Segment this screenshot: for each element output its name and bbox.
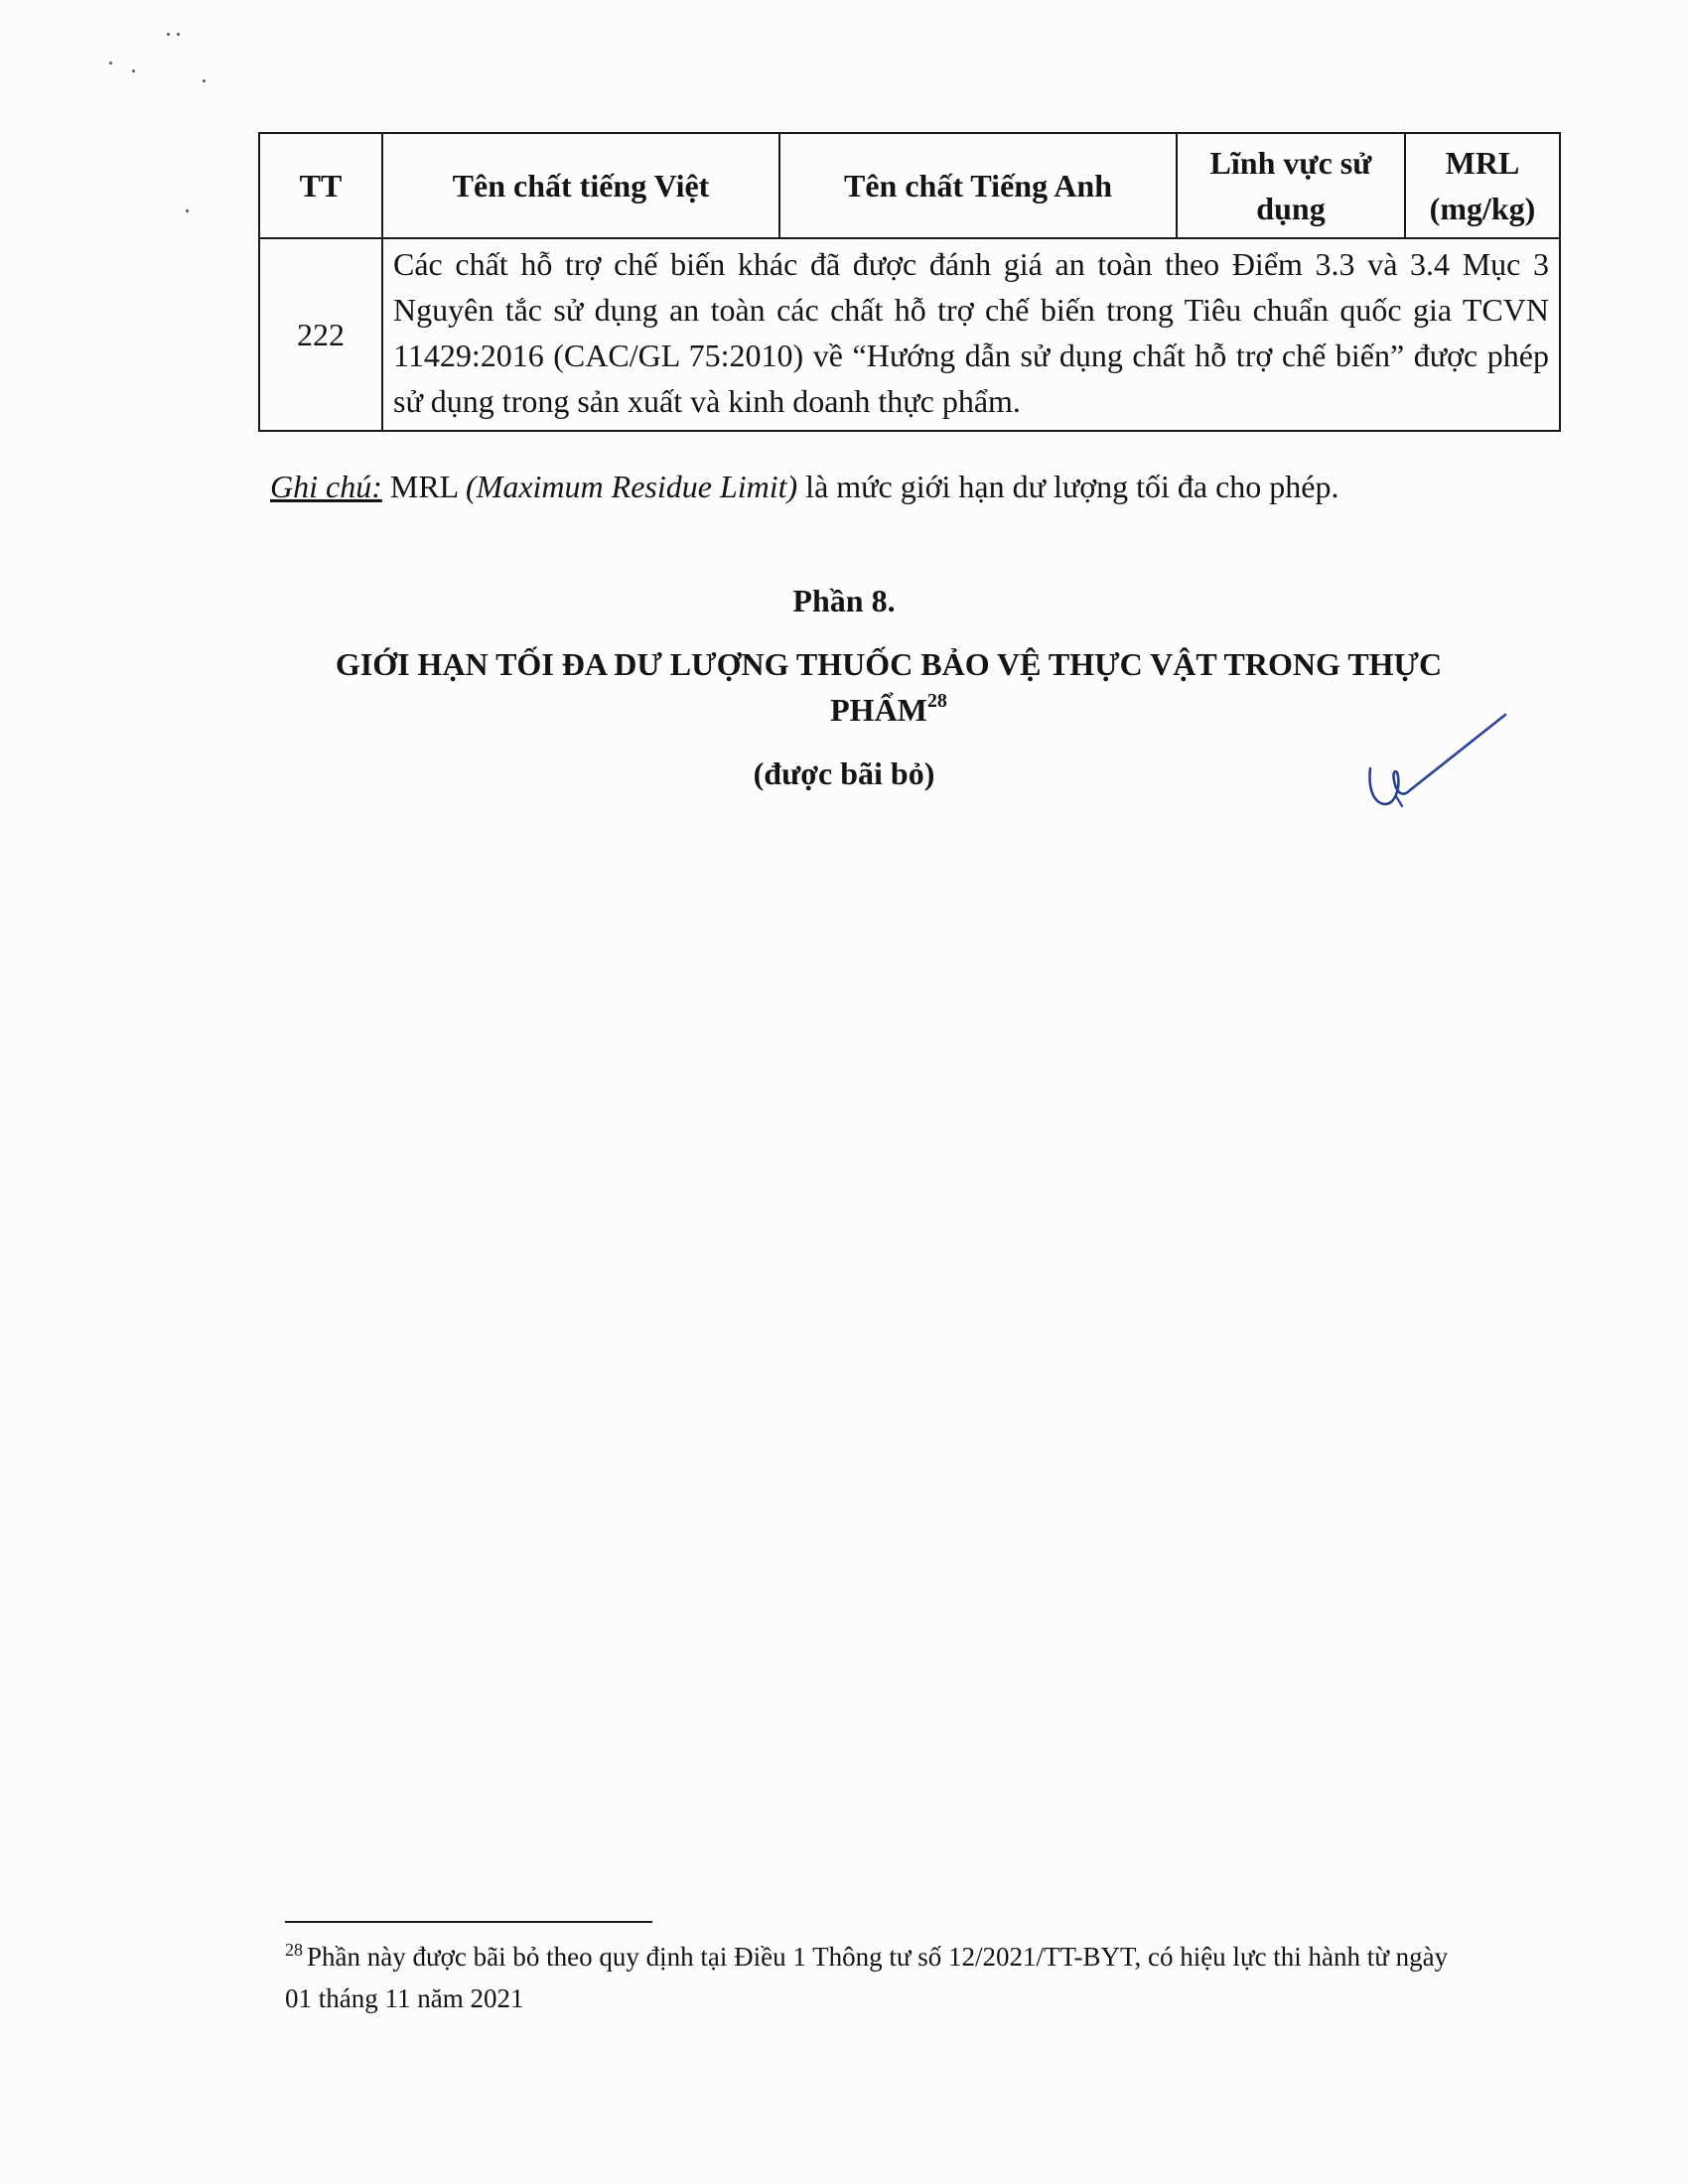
table-note xyxy=(270,465,1571,508)
header-name-vi: Tên chất tiếng Việt xyxy=(382,133,779,238)
scan-speck xyxy=(186,209,189,212)
footnote-number: 28 xyxy=(285,1940,303,1960)
section-heading-text: GIỚI HẠN TỐI ĐA DƯ LƯỢNG THUỐC BẢO VỆ THỰC VẬT TRONG THỰC PHẨM xyxy=(335,646,1443,728)
scan-speck xyxy=(109,62,112,65)
row-tt: 222 xyxy=(259,238,382,431)
header-name-en: Tên chất Tiếng Anh xyxy=(779,133,1177,238)
scan-speck xyxy=(167,33,170,36)
part-number: Phần 8. xyxy=(792,583,896,618)
header-field-of-use: Lĩnh vực sử dụng xyxy=(1177,133,1405,238)
footnote-text: Phần này được bãi bỏ theo quy định tại Điều 1 Thông tư số 12/2021/TT-BYT, có hiệu lực thi hành từ ngày 01 tháng 11 năm 2021 xyxy=(285,1942,1449,2013)
note-label: Ghi chú: xyxy=(270,469,382,504)
table-row xyxy=(259,238,1560,431)
scan-speck xyxy=(132,69,135,72)
header-tt: TT xyxy=(259,133,382,238)
section-footnote-ref: 28 xyxy=(926,690,947,712)
scan-speck xyxy=(177,33,180,36)
header-mrl: MRL (mg/kg) xyxy=(1405,133,1560,238)
note-term: (Maximum Residue Limit) xyxy=(466,469,798,504)
table-header-row xyxy=(259,133,1560,238)
scan-speck xyxy=(203,79,206,82)
processing-aid-table xyxy=(258,132,1561,432)
row-content: Các chất hỗ trợ chế biến khác đã được đánh giá an toàn theo Điểm 3.3 và 3.4 Mục 3 Nguyên tắc sử dụng an toàn các chất hỗ trợ chế biến trong Tiêu chuẩn quốc gia TCVN 11429:2016 (CAC/GL 75:2010) về “Hướng dẫn sử dụng chất hỗ trợ chế biến” được phép sử dụng trong sản xuất và kinh doanh thực phẩm. xyxy=(382,238,1560,431)
footnote xyxy=(285,1936,1467,2019)
section-status: (được bãi bỏ) xyxy=(753,755,935,791)
footnote-separator xyxy=(285,1921,652,1923)
note-text: là mức giới hạn dư lượng tối đa cho phép. xyxy=(805,469,1339,504)
initial-signature xyxy=(1360,707,1509,816)
note-abbr: MRL xyxy=(389,469,459,504)
section-heading xyxy=(298,641,1479,733)
